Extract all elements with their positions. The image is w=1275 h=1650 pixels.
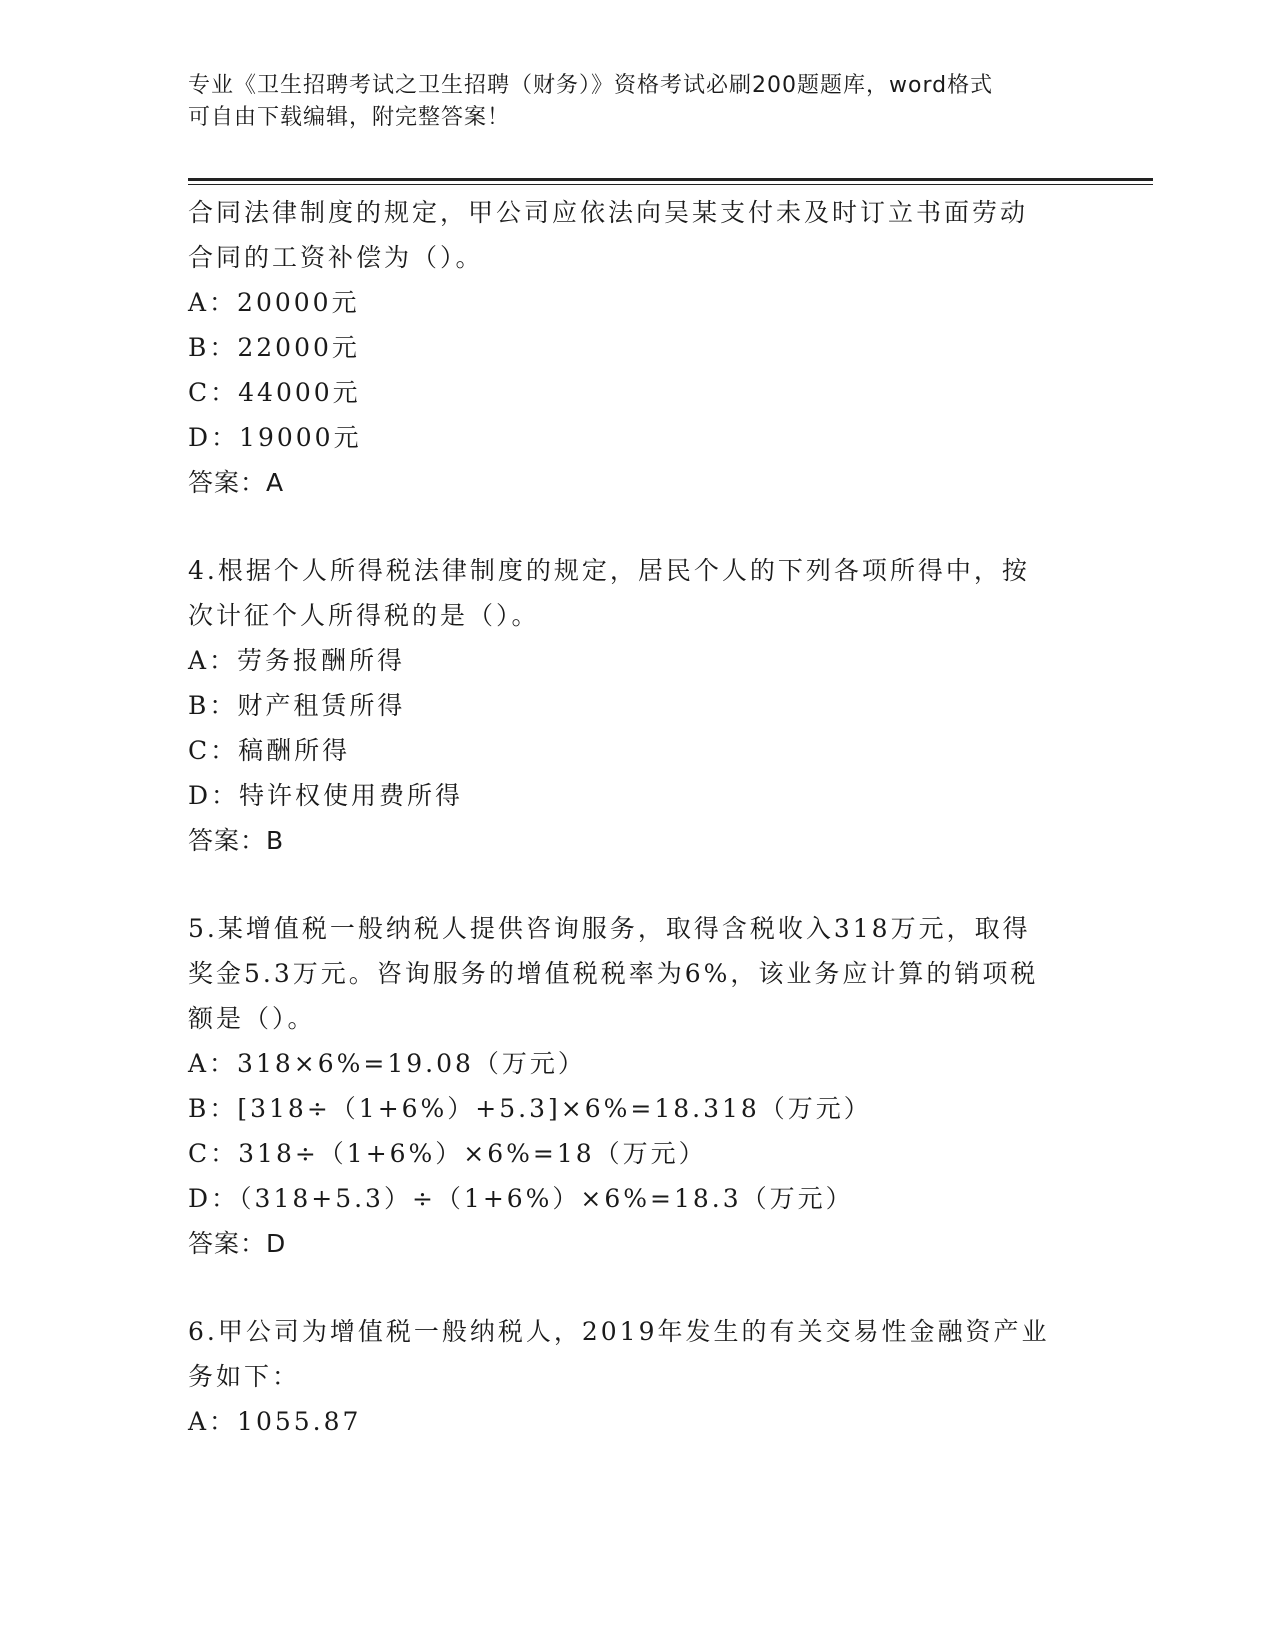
question-block [188, 1309, 1088, 1444]
question-text: 合同法律制度的规定，甲公司应依法向吴某支付未及时订立书面劳动 [188, 198, 1029, 227]
question-text: 额是（）。 [188, 1004, 316, 1033]
option-b: B：财产租赁所得 [188, 691, 406, 720]
header-line-1: 专业《卫生招聘考试之卫生招聘（财务）》资格考试必刷200题题库，word格式 [188, 73, 994, 98]
option-b: B：22000元 [188, 333, 360, 362]
question-list [188, 190, 1088, 1444]
answer-label: 答案：A [188, 468, 285, 497]
question-text: 务如下： [188, 1362, 301, 1391]
answer-label: 答案：D [188, 1229, 287, 1258]
option-c: C：44000元 [188, 378, 361, 407]
option-a: A：劳务报酬所得 [188, 646, 406, 675]
option-b: B：[318÷（1+6%）+5.3]×6%=18.318（万元） [188, 1094, 872, 1123]
question-text: 奖金5.3万元。咨询服务的增值税税率为6%，该业务应计算的销项税 [188, 959, 1039, 988]
header-divider-thick [188, 178, 1153, 181]
question-text: 6.甲公司为增值税一般纳税人，2019年发生的有关交易性金融资产业 [188, 1317, 1050, 1346]
question-text: 合同的工资补偿为（）。 [188, 243, 484, 272]
option-c: C：318÷（1+6%）×6%=18（万元） [188, 1139, 707, 1168]
option-a: A：20000元 [188, 288, 360, 317]
question-block [188, 190, 1088, 505]
spacer [188, 863, 1088, 906]
header-divider-thin [188, 184, 1153, 185]
document-header [188, 70, 1068, 134]
option-a: A：1055.87 [188, 1407, 362, 1436]
question-block [188, 548, 1088, 863]
option-d: D：特许权使用费所得 [188, 781, 464, 810]
header-line-2: 可自由下载编辑，附完整答案！ [188, 105, 511, 130]
option-a: A：318×6%=19.08（万元） [188, 1049, 586, 1078]
option-d: D：（318+5.3）÷（1+6%）×6%=18.3（万元） [188, 1184, 854, 1213]
question-text: 次计征个人所得税的是（）。 [188, 601, 540, 630]
spacer [188, 505, 1088, 548]
question-text: 4.根据个人所得税法律制度的规定，居民个人的下列各项所得中，按 [188, 556, 1030, 585]
option-c: C：稿酬所得 [188, 736, 351, 765]
question-block [188, 906, 1088, 1266]
option-d: D：19000元 [188, 423, 362, 452]
answer-label: 答案：B [188, 826, 285, 855]
question-text: 5.某增值税一般纳税人提供咨询服务，取得含税收入318万元，取得 [188, 914, 1031, 943]
spacer [188, 1266, 1088, 1309]
